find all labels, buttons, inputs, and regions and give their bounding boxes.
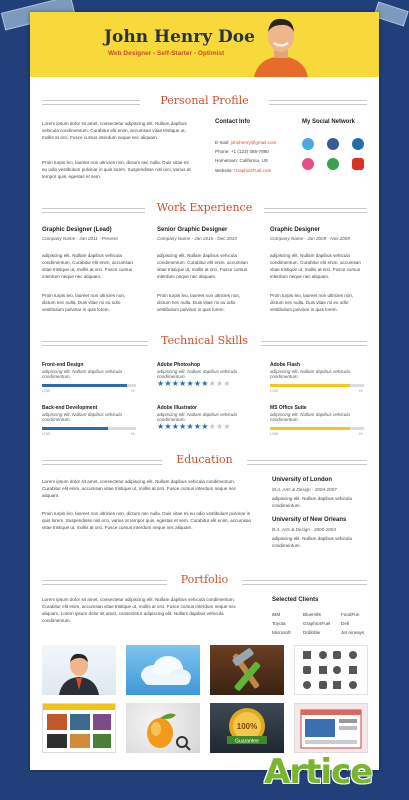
star-filled-icon: ★ xyxy=(157,422,165,431)
star-empty-icon: ★ xyxy=(216,379,224,388)
badge-text: 100% xyxy=(236,722,258,731)
email-link[interactable]: johnhenry@gmail.com xyxy=(230,140,277,145)
star-filled-icon: ★ xyxy=(186,379,194,388)
section-title-portfolio: Portfolio xyxy=(180,573,229,586)
watermark-logo: Artice xyxy=(264,752,373,792)
fruit-icon xyxy=(126,703,200,753)
portfolio-thumb-badge[interactable] xyxy=(210,703,284,753)
skill-progress-fill xyxy=(270,427,350,430)
job-role: Graphic Designer xyxy=(270,227,321,233)
contact-website xyxy=(215,167,295,174)
profile-photo xyxy=(250,14,312,77)
job-paragraph: adipiscing elit. Nullam dapibus vehicula condimentum. Curabitur elit enim, accumsan vitae tristique ut, mollis at orci. Fusce cursus interdum neque nec aliquam. xyxy=(42,253,133,279)
school-desc: adipiscing elit. Nullam dapibus vehicula condimentum. xyxy=(272,496,352,508)
portfolio-thumb-businessman[interactable] xyxy=(42,645,116,695)
bar-min-label: LOW xyxy=(42,432,50,436)
portfolio-thumb-icons[interactable] xyxy=(294,645,368,695)
contact-label: Hometown: xyxy=(215,158,239,163)
star-filled-icon: ★ xyxy=(164,422,172,431)
school-name: University of New Orleans xyxy=(272,517,347,523)
section-rule xyxy=(242,580,367,585)
twitter-icon[interactable] xyxy=(302,138,314,150)
star-filled-icon: ★ xyxy=(171,422,180,431)
bar-max-label: HI xyxy=(359,389,363,393)
youtube-icon[interactable] xyxy=(352,158,364,170)
job-paragraph: Proin turpis leo, laoreet non ultricies non, dictum nec nulla. Duis vitae mi eu odio vestibulum pulvinar in quis lorem. xyxy=(270,293,354,312)
star-filled-icon: ★ xyxy=(186,422,194,431)
contact-label: E-mail: xyxy=(215,140,230,145)
star-filled-icon: ★ xyxy=(171,379,180,388)
website-link[interactable]: GraphicsFuel.com xyxy=(234,168,272,173)
header xyxy=(30,12,379,77)
skill-desc: adipiscing elit. Nullam dapibus vehicula condimentum. xyxy=(42,369,122,379)
bar-min-label: LOW xyxy=(42,389,50,393)
linkedin-icon[interactable] xyxy=(352,138,364,150)
section-rule xyxy=(247,460,367,465)
skill-name: MS Office Suite xyxy=(270,405,307,411)
skill-desc: adipiscing elit. Nullam dapibus vehicula condimentum. xyxy=(270,412,350,422)
skill-progress-bar xyxy=(270,427,364,430)
job-meta: Company Name - Jan 2010 - Dec 2010 xyxy=(157,236,237,241)
job-role: Senior Graphic Designer xyxy=(157,227,228,233)
star-empty-icon: ★ xyxy=(208,422,216,431)
profile-paragraph: Lorem ipsum dolor sit amet, consectetur adipiscing elit. Nullam dapibus vehicula condimentum. Curabitur elit enim, accumsan vitae tristique ut, mollis at orci. Fusce cursus interdum neque nec aliquam. xyxy=(42,121,187,140)
badge-ribbon-text: Guarantee xyxy=(235,738,259,745)
portfolio-thumb-tools[interactable] xyxy=(210,645,284,695)
guarantee-badge-icon xyxy=(210,703,284,753)
job-meta: Company Name - Jan 2009 - Nov 2009 xyxy=(270,236,350,241)
star-filled-icon: ★ xyxy=(193,422,202,431)
bar-min-label: LOW xyxy=(270,389,278,393)
client-name: Dribbble xyxy=(303,630,321,635)
star-empty-icon: ★ xyxy=(223,422,231,431)
bar-max-label: HI xyxy=(131,389,135,393)
school-meta: M.A. Arts & Design - 2004-2007 xyxy=(272,487,337,492)
star-filled-icon: ★ xyxy=(179,422,187,431)
client-name: Toyota xyxy=(272,621,286,626)
tools-icon xyxy=(210,645,284,695)
contact-title: Contact Info xyxy=(215,119,250,125)
job-meta: Company Name - Jan 2011 - Present xyxy=(42,236,118,241)
skill-name: Front-end Design xyxy=(42,362,84,368)
section-rule xyxy=(264,208,367,213)
client-name: Microsoft xyxy=(272,630,291,635)
job-paragraph: adipiscing elit. Nullam dapibus vehicula condimentum. Curabitur elit enim, accumsan vitae tristique ut, mollis at orci. Fusce cursus interdum neque nec aliquam. xyxy=(270,253,361,279)
bar-min-label: LOW xyxy=(270,432,278,436)
school-name: University of London xyxy=(272,477,332,483)
contact-label: Website: xyxy=(215,168,233,173)
resume-page xyxy=(30,12,379,770)
tagline: Web Designer - Self-Starter - Optimist xyxy=(108,50,225,57)
contact-email xyxy=(215,139,295,146)
skill-name: Adobe Photoshop xyxy=(157,362,201,368)
portfolio-paragraph: Lorem ipsum dolor sit amet, consectetur adipiscing elit. Nullam dapibus vehicula condimentum. Curabitur elit enim, accumsan vitae tristique ut, mollis at orci. Fusce cursus interdum neque nec aliquam. Lorem ipsum dolor sit amet, consectetur adipiscing elit. Nullam dapibus vehicula condimentum. xyxy=(42,597,237,623)
skill-desc: adipiscing elit. Nullam dapibus vehicula condimentum. xyxy=(42,412,122,422)
client-name: FoodFun xyxy=(341,612,360,617)
star-filled-icon: ★ xyxy=(193,379,202,388)
star-filled-icon: ★ xyxy=(201,422,209,431)
job-paragraph: Proin turpis leo, laoreet non ultricies non, dictum nec nulla. Duis vitae mi eu odio vestibulum pulvinar in quis lorem. xyxy=(157,293,241,312)
profile-paragraph: Proin turpis leo, laoreet non ultricies non, dictum nec nulla. Duis vitae mi eu odio vestibulum pulvinar in quis lorem. Suspendisse nisl orci, varius at tempor quis, egestas et sem. xyxy=(42,160,191,179)
section-rule xyxy=(269,100,367,105)
star-filled-icon: ★ xyxy=(157,379,165,388)
education-paragraph: Proin turpis leo, laoreet non ultricies non, dictum nec nulla. Duis vitae mi eu odio vestibulum pulvinar in quis lorem. Suspendisse nisl orci, varius at tempor quis, egestas et sem. Curabitur elit enim, accumsan vitae tristique ut, mollis at orci. Fusce cursus interdum neque nec aliquam. xyxy=(42,511,252,530)
skill-desc: adipiscing elit. Nullam dapibus vehicula condimentum. xyxy=(270,369,350,379)
star-filled-icon: ★ xyxy=(164,379,172,388)
star-filled-icon: ★ xyxy=(201,379,209,388)
section-title-skills: Technical Skills xyxy=(161,334,248,347)
star-empty-icon: ★ xyxy=(208,379,216,388)
section-rule xyxy=(261,341,367,346)
cloud-icon xyxy=(126,645,200,695)
skill-name: Adobe Flash xyxy=(270,362,301,368)
section-title-experience: Work Experience xyxy=(156,201,253,214)
job-paragraph: adipiscing elit. Nullam dapibus vehicula condimentum. Curabitur elit enim, accumsan vitae tristique ut, mollis at orci. Fusce cursus interdum neque nec aliquam. xyxy=(157,253,248,279)
school-meta: B.A. Arts & Design - 2000-2004 xyxy=(272,527,336,532)
stumbleupon-icon[interactable] xyxy=(327,158,339,170)
client-name: Jet Airways xyxy=(341,630,365,635)
contact-phone xyxy=(215,148,295,155)
businessman-icon xyxy=(42,645,116,695)
website-mockup-icon xyxy=(43,704,115,752)
client-name: GraphicsFuel xyxy=(303,621,331,626)
skill-progress-fill xyxy=(270,384,350,387)
client-name: Dell xyxy=(341,621,349,626)
name-heading: John Henry Doe xyxy=(104,27,255,47)
dribbble-icon[interactable] xyxy=(302,158,314,170)
section-title-profile: Personal Profile xyxy=(160,94,249,107)
client-name: BlueHills xyxy=(303,612,321,617)
icon-set-icon xyxy=(295,646,367,694)
portfolio-thumb-website[interactable] xyxy=(42,703,116,753)
skill-progress-fill xyxy=(42,427,108,430)
skill-progress-bar xyxy=(42,427,136,430)
star-empty-icon: ★ xyxy=(216,422,224,431)
contact-hometown xyxy=(215,157,295,164)
client-name: IBM xyxy=(272,612,281,617)
contact-label: Phone: xyxy=(215,149,230,154)
skill-star-rating xyxy=(157,423,231,431)
education-paragraph: Lorem ipsum dolor sit amet, consectetur adipiscing elit. Nullam dapibus vehicula condimentum. Curabitur elit enim, accumsan vitae tristique ut, mollis at orci. Fusce cursus interdum neque nec aliquam. xyxy=(42,479,237,498)
portfolio-thumb-fruit[interactable] xyxy=(126,703,200,753)
school-desc: adipiscing elit. Nullam dapibus vehicula condimentum. xyxy=(272,536,352,548)
clients-title: Selected Clients xyxy=(272,597,319,603)
phone-value: +1 (123) 456-7890 xyxy=(230,149,269,154)
job-paragraph: Proin turpis leo, laoreet non ultricies non, dictum nec nulla. Duis vitae mi eu odio vestibulum pulvinar in quis lorem. xyxy=(42,293,126,312)
portfolio-thumb-cloud[interactable] xyxy=(126,645,200,695)
skill-desc: adipiscing elit. Nullam dapibus vehicula condimentum. xyxy=(157,369,237,379)
bar-max-label: HI xyxy=(131,432,135,436)
bar-max-label: HI xyxy=(359,432,363,436)
skill-desc: adipiscing elit. Nullam dapibus vehicula condimentum. xyxy=(157,412,237,422)
browser-window-icon xyxy=(295,704,367,752)
hometown-value: California, US xyxy=(239,158,268,163)
skill-name: Adobe Illustrator xyxy=(157,405,198,411)
portfolio-thumb-browser[interactable] xyxy=(294,703,368,753)
star-empty-icon: ★ xyxy=(223,379,231,388)
social-title: My Social Network xyxy=(302,119,356,125)
facebook-icon[interactable] xyxy=(327,138,339,150)
skill-name: Back-end Development xyxy=(42,405,98,411)
skill-progress-bar xyxy=(42,384,136,387)
star-filled-icon: ★ xyxy=(179,379,187,388)
skill-progress-bar xyxy=(270,384,364,387)
section-title-education: Education xyxy=(176,453,233,466)
job-role: Graphic Designer (Lead) xyxy=(42,227,112,233)
skill-progress-fill xyxy=(42,384,127,387)
skill-star-rating xyxy=(157,380,231,388)
